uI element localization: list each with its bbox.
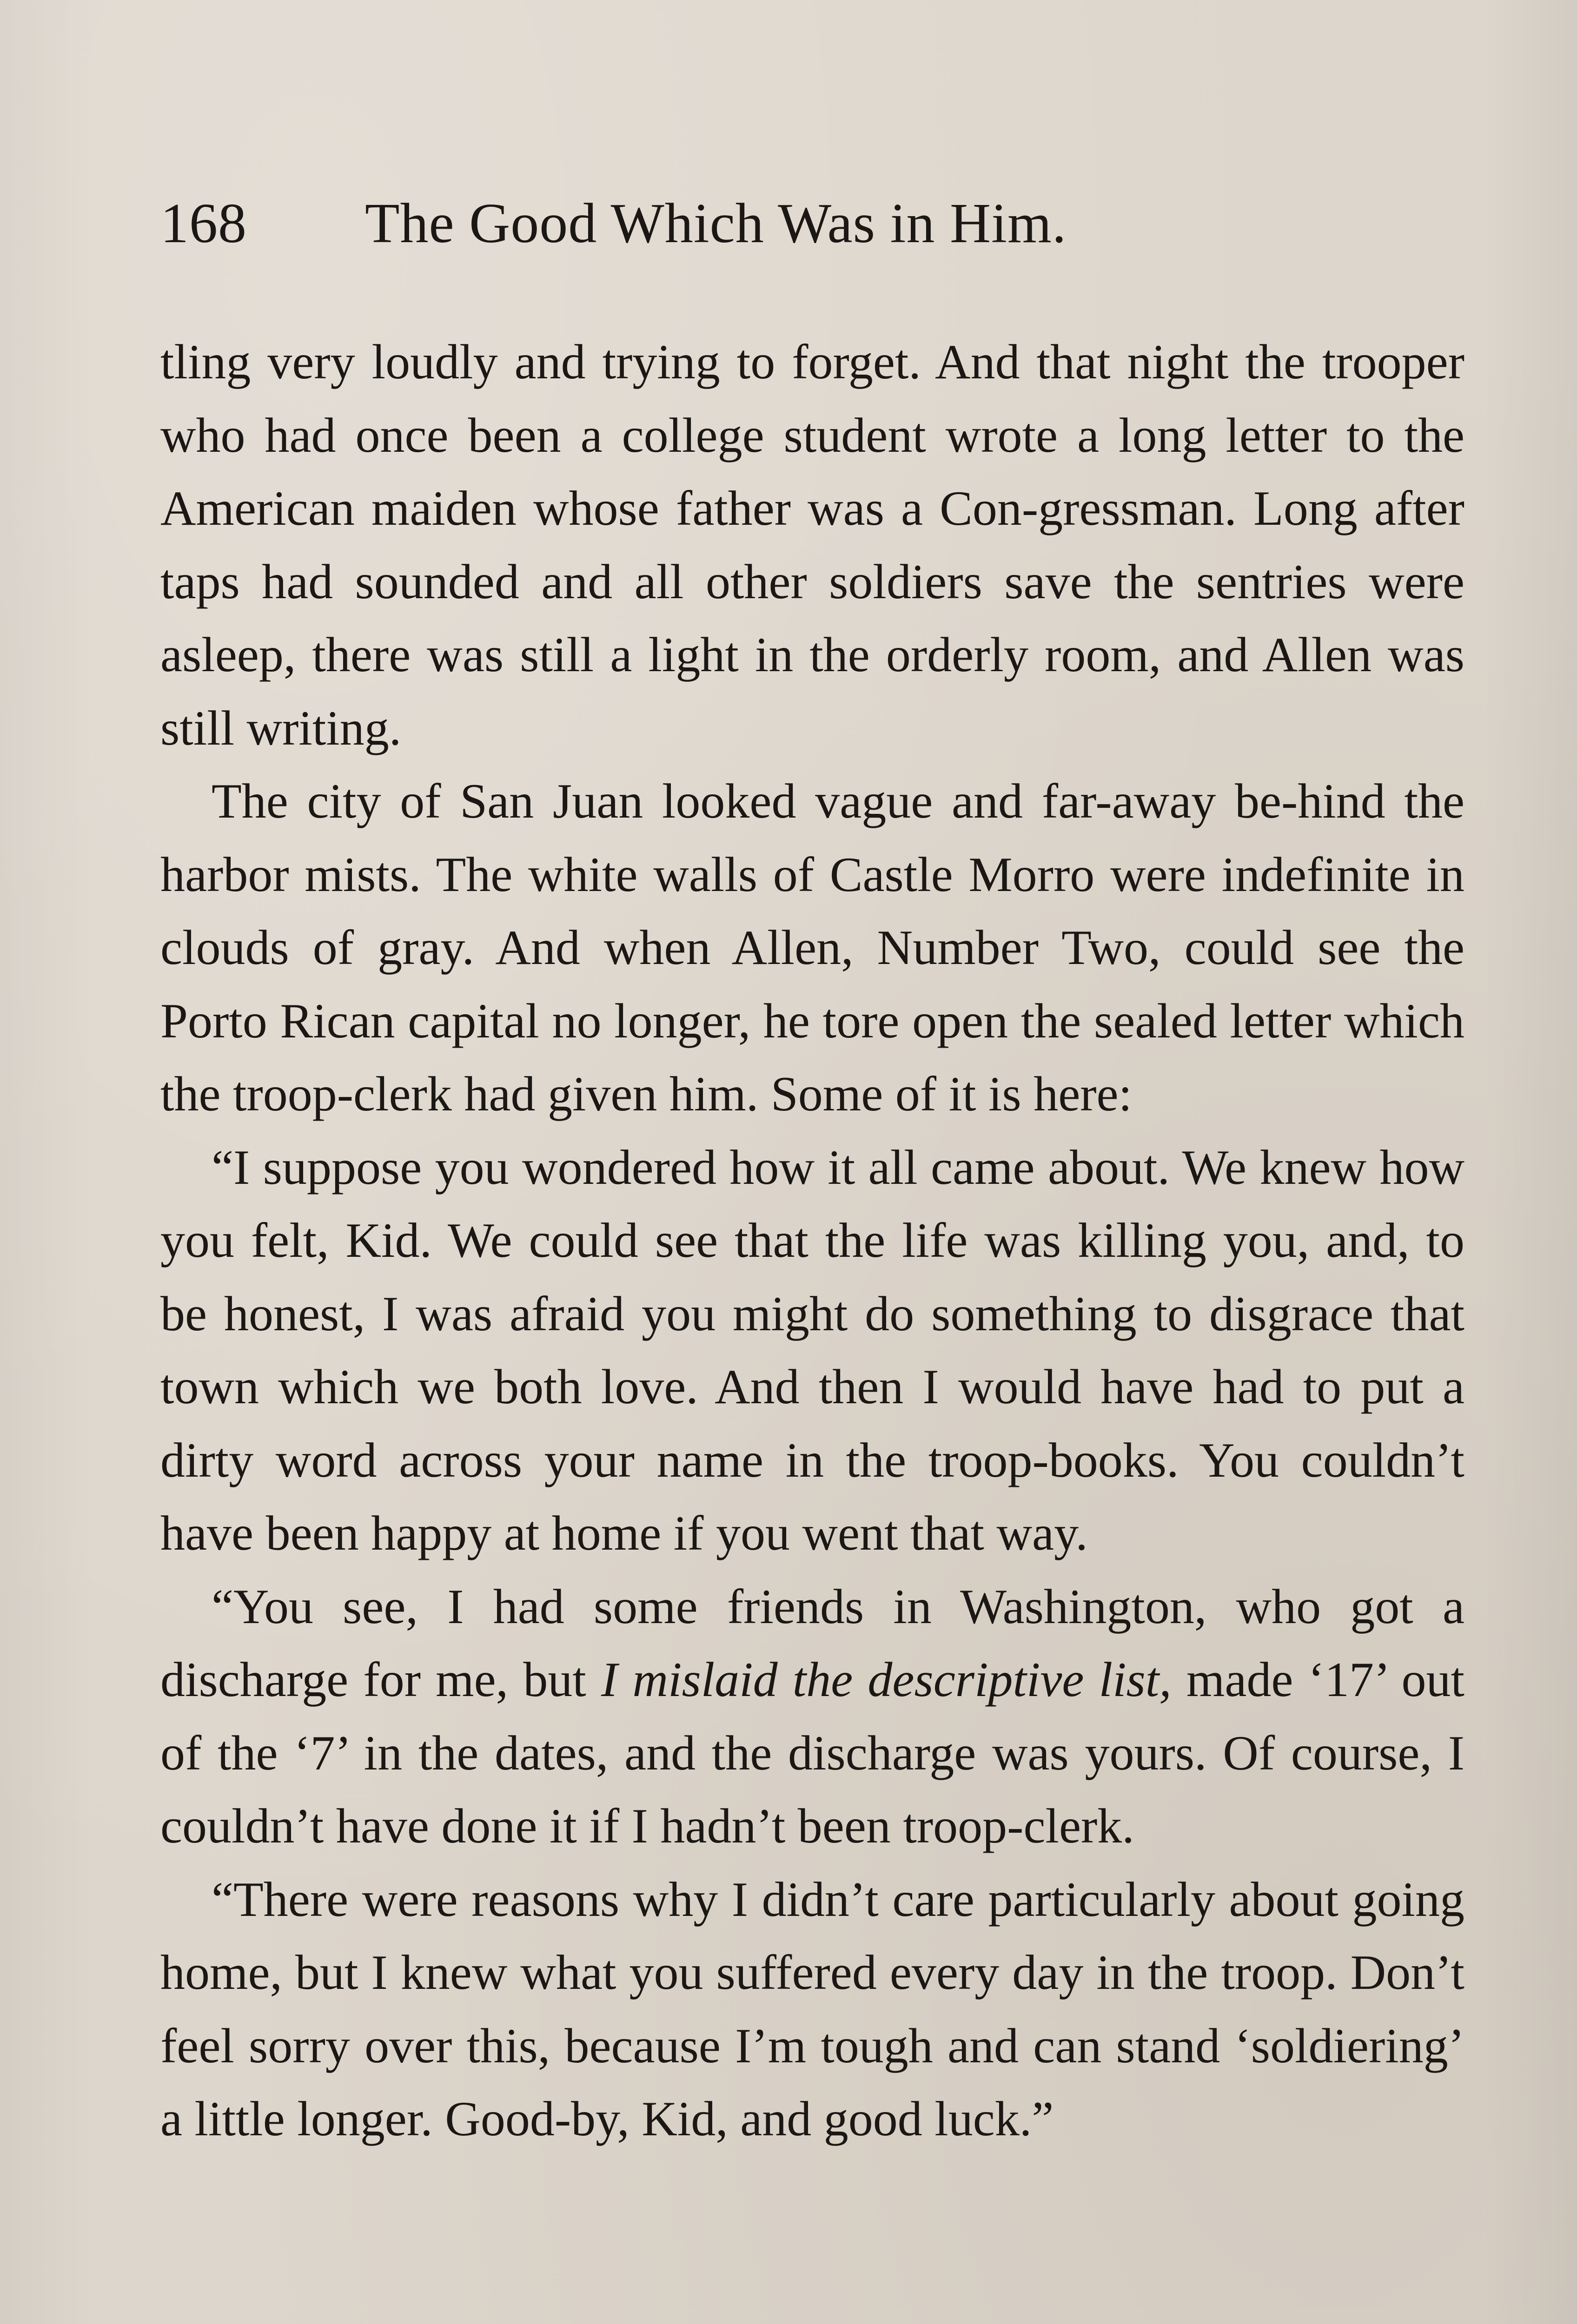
paragraph-3 xyxy=(160,1131,1464,1570)
paragraph-4 xyxy=(160,1570,1464,1863)
paragraph-4-text-end: made ‘17’ out of the ‘7’ in the dates, and the discharge was yours. Of course, I couldn’t have done it if I hadn’t been troop-clerk. xyxy=(160,1652,1464,1853)
chapter-title: The Good Which Was in Him. xyxy=(365,192,1067,255)
body-text xyxy=(160,325,1464,2156)
paragraph-4-italic-text: I mislaid the descriptive list, xyxy=(601,1652,1172,1707)
paragraph-1 xyxy=(160,325,1464,765)
paragraph-5-text: “There were reasons why I didn’t care particularly about going home, but I knew what you suffered every day in the troop. Don’t feel sorry over this, because I’m tough and can stand ‘soldiering’ a little longer. Good-by, Kid, and good luck.” xyxy=(160,1872,1464,2146)
paragraph-2-text: The city of San Juan looked vague and far-away be-hind the harbor mists. The white walls of Castle Morro were indefinite in clouds of gray. And when Allen, Number Two, could see the Porto Rican capital no longer, he tore open the sealed letter which the troop-clerk had given him. Some of it is here: xyxy=(160,774,1464,1121)
running-head xyxy=(160,192,1464,274)
paragraph-1-text: tling very loudly and trying to forget. And that night the trooper who had once been a college student wrote a long letter to the American maiden whose father was a Con-gressman. Long after taps had sounded and all other soldiers save the sentries were asleep, there was still a light in the orderly room, and Allen was still writing. xyxy=(160,335,1464,755)
paragraph-2 xyxy=(160,765,1464,1131)
paragraph-5 xyxy=(160,1863,1464,2156)
paragraph-4-text-start: “You see, I had some friends in Washington, who got a discharge for me, but xyxy=(160,1579,1464,1707)
book-page xyxy=(160,192,1464,2324)
page-number: 168 xyxy=(160,192,247,255)
paragraph-3-text: “I suppose you wondered how it all came about. We knew how you felt, Kid. We could see that the life was killing you, and, to be honest, I was afraid you might do something to disgrace that town which we both love. And then I would have had to put a dirty word across your name in the troop-books. You couldn’t have been happy at home if you went that way. xyxy=(160,1140,1464,1560)
